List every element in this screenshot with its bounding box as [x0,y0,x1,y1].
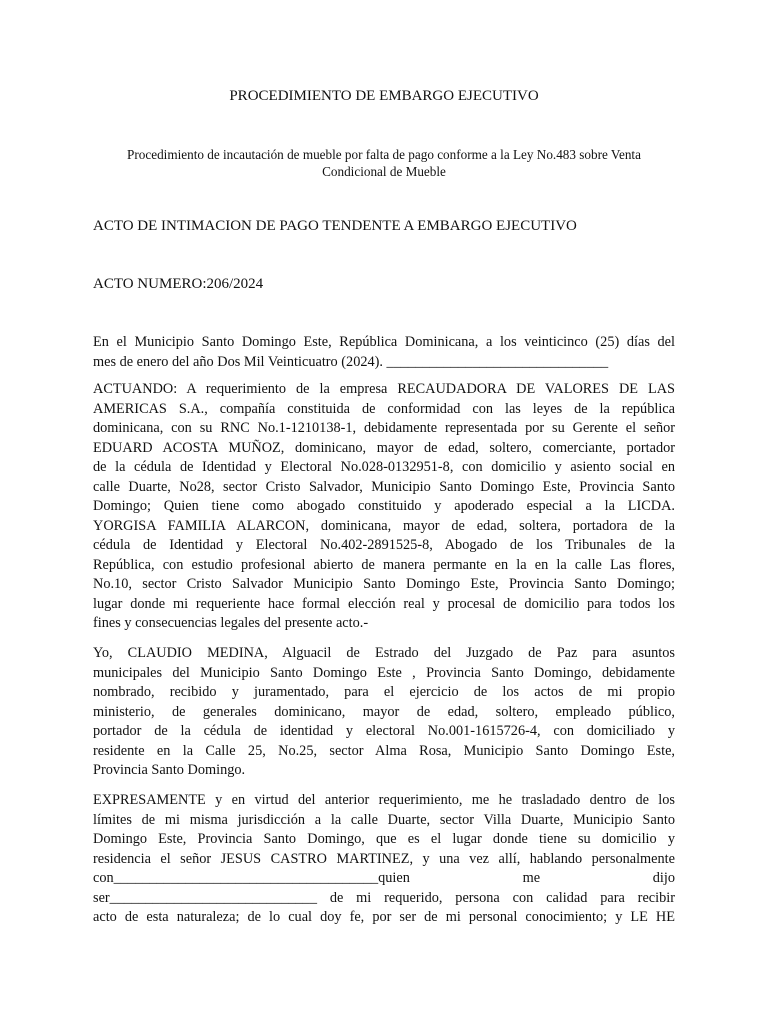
text-line: Yo, CLAUDIO MEDINA, Alguacil de Estrado del Juzgado de Paz para asuntos [93,645,675,661]
text-line: AMERICAS S.A., compañía constituida de conformidad con las leyes de la república [93,400,675,417]
paragraph-actuando [93,380,675,634]
text-line: dominicana, con su RNC No.1-1210138-1, debidamente representada por su Gerente el señor [93,420,675,436]
text-line: En el Municipio Santo Domingo Este, República Dominicana, a los veinticinco (25) días del [93,334,675,350]
paragraph-yo [93,644,675,781]
text-line: República, con estudio profesional abierto de manera permante en la en la calle Las flores, [93,556,675,573]
text-line: con_____________________________________quien me dijo [93,870,675,886]
text-line: ser_____________________________ de mi requerido, persona con calidad para recibir [93,889,675,906]
paragraph-expresamente [93,791,675,928]
text-line: lugar donde mi requeriente hace formal elección real y procesal de domicilio para todos los [93,595,675,612]
text-line: mes de enero del año Dos Mil Veinticuatro (2024). _______________________________ [93,353,609,370]
text-line: portador de la cédula de identidad y electoral No.001-1615726-4, con domiciliado y [93,723,675,739]
text-line: EXPRESAMENTE y en virtud del anterior requerimiento, me he trasladado dentro de los [93,792,675,808]
text-line: municipales del Municipio Santo Domingo Este , Provincia Santo Domingo, debidamente [93,664,675,681]
text-line: calle Duarte, No28, sector Cristo Salvador, Municipio Santo Domingo Este, Provincia Santo [93,478,675,495]
text-line: YORGISA FAMILIA ALARCON, dominicana, mayor de edad, soltera, portadora de la [93,517,675,534]
paragraph-intro [93,333,675,372]
text-line: nombrado, recibido y juramentado, para el ejercicio de los actos de mi propio [93,684,675,700]
text-line: EDUARD ACOSTA MUÑOZ, dominicano, mayor de edad, soltero, comerciante, portador [93,439,675,456]
subtitle-line: Procedimiento de incautación de mueble por falta de pago conforme a la Ley No.483 sobre Venta [127,147,641,162]
text-line: fines y consecuencias legales del presente acto.- [93,615,369,631]
text-line: ministerio, de generales dominicano, mayor de edad, soltero, empleado público, [93,703,675,720]
text-line: cédula de Identidad y Electoral No.402-2891525-8, Abogado de los Tribunales de la [93,537,675,553]
document-title: PROCEDIMIENTO DE EMBARGO EJECUTIVO [229,88,539,104]
text-line: No.10, sector Cristo Salvador Municipio Santo Domingo Este, Provincia Santo Domingo; [93,576,675,592]
text-line: acto de esta naturaleza; de lo cual doy fe, por ser de mi personal conocimiento; y LE HE [93,909,675,925]
text-line: límites de mi misma jurisdicción a la calle Duarte, sector Villa Duarte, Municipio Santo [93,811,675,828]
text-line: de la cédula de Identidad y Electoral No.028-0132951-8, con domicilio y asiento social en [93,459,675,475]
subtitle-line: Condicional de Mueble [322,164,446,179]
act-heading: ACTO DE INTIMACION DE PAGO TENDENTE A EMBARGO EJECUTIVO [93,218,577,234]
document-subtitle [0,146,768,180]
text-line: Domingo Este, Provincia Santo Domingo, que es el lugar donde tiene su domicilio y [93,831,675,847]
text-line: Domingo; Quien tiene como abogado constituido y apoderado especial a la LICDA. [93,498,675,514]
act-number: ACTO NUMERO:206/2024 [93,276,264,292]
text-line: residencia el señor JESUS CASTRO MARTINEZ, y una vez allí, hablando personalmente [93,850,675,867]
text-line: residente en la Calle 25, No.25, sector Alma Rosa, Municipio Santo Domingo Este, [93,742,675,759]
text-line: Provincia Santo Domingo. [93,762,246,778]
text-line: ACTUANDO: A requerimiento de la empresa RECAUDADORA DE VALORES DE LAS [93,381,675,397]
